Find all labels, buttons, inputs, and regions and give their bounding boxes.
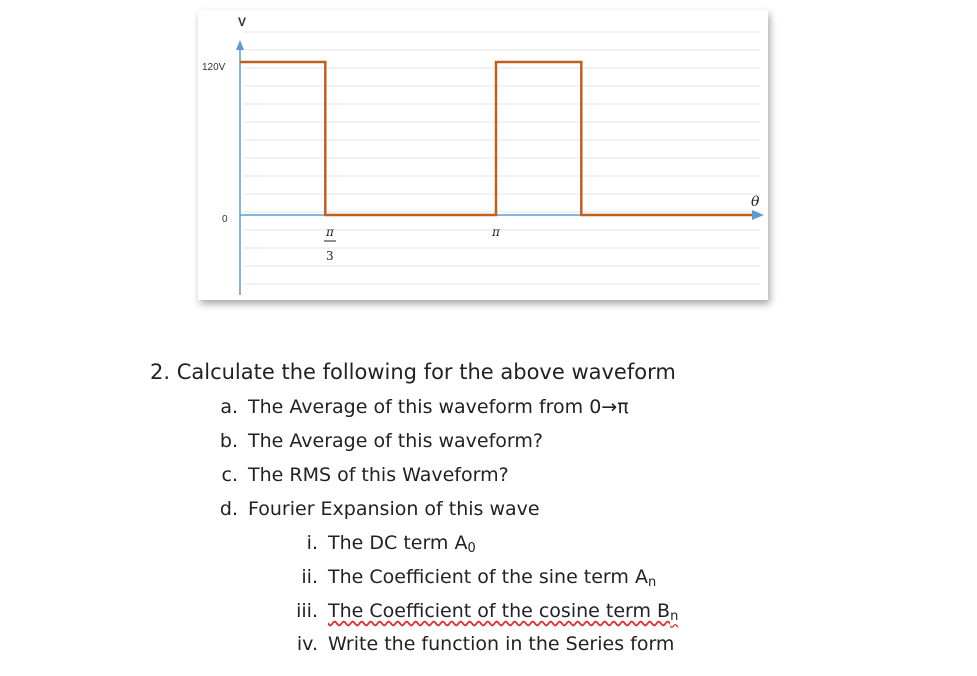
- subscript: n: [670, 609, 679, 624]
- tick-pi-over-3-denominator: 3: [326, 249, 334, 263]
- subitem-marker: i.: [306, 532, 318, 554]
- subitem-text: The DC term A: [328, 532, 468, 554]
- tick-pi-label: π: [492, 225, 500, 239]
- question-subitem-iv: [290, 633, 674, 655]
- x-axis-label: θ: [751, 194, 760, 210]
- item-marker: b.: [219, 430, 238, 452]
- item-marker: d.: [219, 498, 238, 520]
- subitem-marker: ii.: [301, 566, 318, 588]
- subitem-text: The Coefficient of the sine term A: [328, 566, 648, 588]
- item-text: The RMS of this Waveform?: [248, 464, 509, 486]
- item-text: The Average of this waveform?: [248, 430, 544, 452]
- subscript: 0: [467, 541, 476, 556]
- subitem-marker: iii.: [296, 600, 318, 622]
- subscript: n: [647, 575, 657, 590]
- question-item-b: [210, 430, 543, 452]
- item-text: Fourier Expansion of this wave: [248, 498, 540, 520]
- item-text: The Average of this waveform from 0→π: [248, 396, 629, 418]
- question-subitem-iii: [290, 600, 678, 624]
- item-marker: a.: [220, 396, 238, 418]
- item-marker: c.: [221, 464, 238, 486]
- question-item-d: [210, 498, 540, 520]
- y-axis-label: V: [238, 15, 247, 29]
- question-title: 2. Calculate the following for the above waveform: [150, 360, 676, 384]
- y-high-label: 120V: [202, 62, 226, 73]
- question-subitem-ii: [290, 566, 656, 590]
- question-item-c: [210, 464, 509, 486]
- tick-pi-over-3-numerator: π: [326, 225, 334, 239]
- subitem-text: Write the function in the Series form: [328, 633, 675, 655]
- figure-frame: [198, 10, 768, 300]
- subitem-marker: iv.: [296, 633, 318, 655]
- question-item-a: [210, 396, 629, 418]
- subitem-text: The Coefficient of the cosine term B: [328, 600, 671, 622]
- y-zero-label: 0: [222, 214, 228, 225]
- question-subitem-i: [290, 532, 476, 556]
